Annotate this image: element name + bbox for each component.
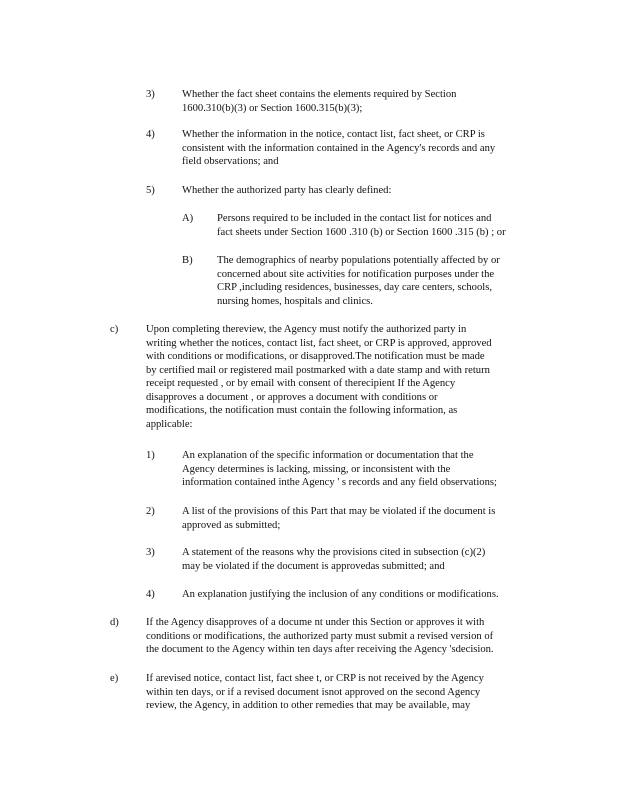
text-line: field observations; and xyxy=(182,156,279,167)
text-line: conditions or modifications, the authorized party must submit a revised version of xyxy=(146,630,494,642)
text-line: An explanation justifying the inclusion of any conditions or modifications. xyxy=(182,589,499,600)
item-label: e) xyxy=(110,673,119,684)
text-line: applicable: xyxy=(146,418,193,430)
text-line: Whether the fact sheet contains the elements required by Section xyxy=(182,89,457,100)
text-line: modifications, the notification must contain the following information, as xyxy=(146,405,458,416)
text-line: within ten days, or if a revised document isnot approved on the second Agency xyxy=(146,686,481,698)
text-line: by certified mail or registered mail postmarked with a date stamp and with return xyxy=(146,364,490,376)
text-line: may be violated if the document is approvedas submitted; and xyxy=(182,560,445,572)
text-line: consistent with the information contained in the Agency's records and any xyxy=(182,142,496,154)
text-line: nursing homes, hospitals and clinics. xyxy=(217,295,373,307)
text-line: Agency determines is lacking, missing, or inconsistent with the xyxy=(182,463,451,475)
text-line: Whether the authorized party has clearly defined: xyxy=(182,185,392,196)
item-label: 4) xyxy=(146,589,155,600)
text-line: Upon completing thereview, the Agency must notify the authorized party in xyxy=(146,324,467,335)
text-line: writing whether the notices, contact list, fact sheet, or CRP is approved, approved xyxy=(146,337,492,349)
text-line: concerned about site activities for notification purposes under the xyxy=(217,268,495,280)
text-line: Whether the information in the notice, contact list, fact sheet, or CRP is xyxy=(182,129,485,140)
text-line: 1600.310(b)(3) or Section 1600.315(b)(3); xyxy=(182,102,363,114)
text-line: approved as submitted; xyxy=(182,519,281,531)
text-line: If arevised notice, contact list, fact shee t, or CRP is not received by the Agency xyxy=(146,673,484,684)
item-label: B) xyxy=(182,255,193,266)
text-line: with conditions or modifications, or disapproved.The notification must be made xyxy=(146,351,485,362)
text-line: Persons required to be included in the contact list for notices and xyxy=(217,213,492,224)
text-line: A list of the provisions of this Part that may be violated if the document is xyxy=(182,506,496,517)
item-label: c) xyxy=(110,324,119,335)
item-label: A) xyxy=(182,213,194,224)
item-label: 4) xyxy=(146,129,155,140)
text-line: review, the Agency, in addition to other remedies that may be available, may xyxy=(146,700,471,711)
text-line: receipt requested , or by email with consent of therecipient If the Agency xyxy=(146,378,456,389)
item-label: 3) xyxy=(146,547,155,558)
text-line: The demographics of nearby populations potentially affected by or xyxy=(217,255,500,266)
item-label: 5) xyxy=(146,185,155,196)
text-line: An explanation of the specific information or documentation that the xyxy=(182,450,474,461)
text-line: the document to the Agency within ten days after receiving the Agency 'sdecision. xyxy=(146,644,494,655)
text-line: information contained inthe Agency ' s records and any field observations; xyxy=(182,477,497,488)
text-line: If the Agency disapproves of a docume nt under this Section or approves it with xyxy=(146,617,485,628)
item-label: 3) xyxy=(146,89,155,100)
text-line: A statement of the reasons why the provisions cited in subsection (c)(2) xyxy=(182,547,486,558)
item-label: 1) xyxy=(146,450,155,461)
item-label: 2) xyxy=(146,506,155,517)
text-line: fact sheets under Section 1600 .310 (b) or Section 1600 .315 (b) ; or xyxy=(217,226,506,238)
item-label: d) xyxy=(110,617,119,628)
text-line: disapproves a document , or approves a document with conditions or xyxy=(146,391,438,403)
text-line: CRP ,including residences, businesses, day care centers, schools, xyxy=(217,282,492,293)
